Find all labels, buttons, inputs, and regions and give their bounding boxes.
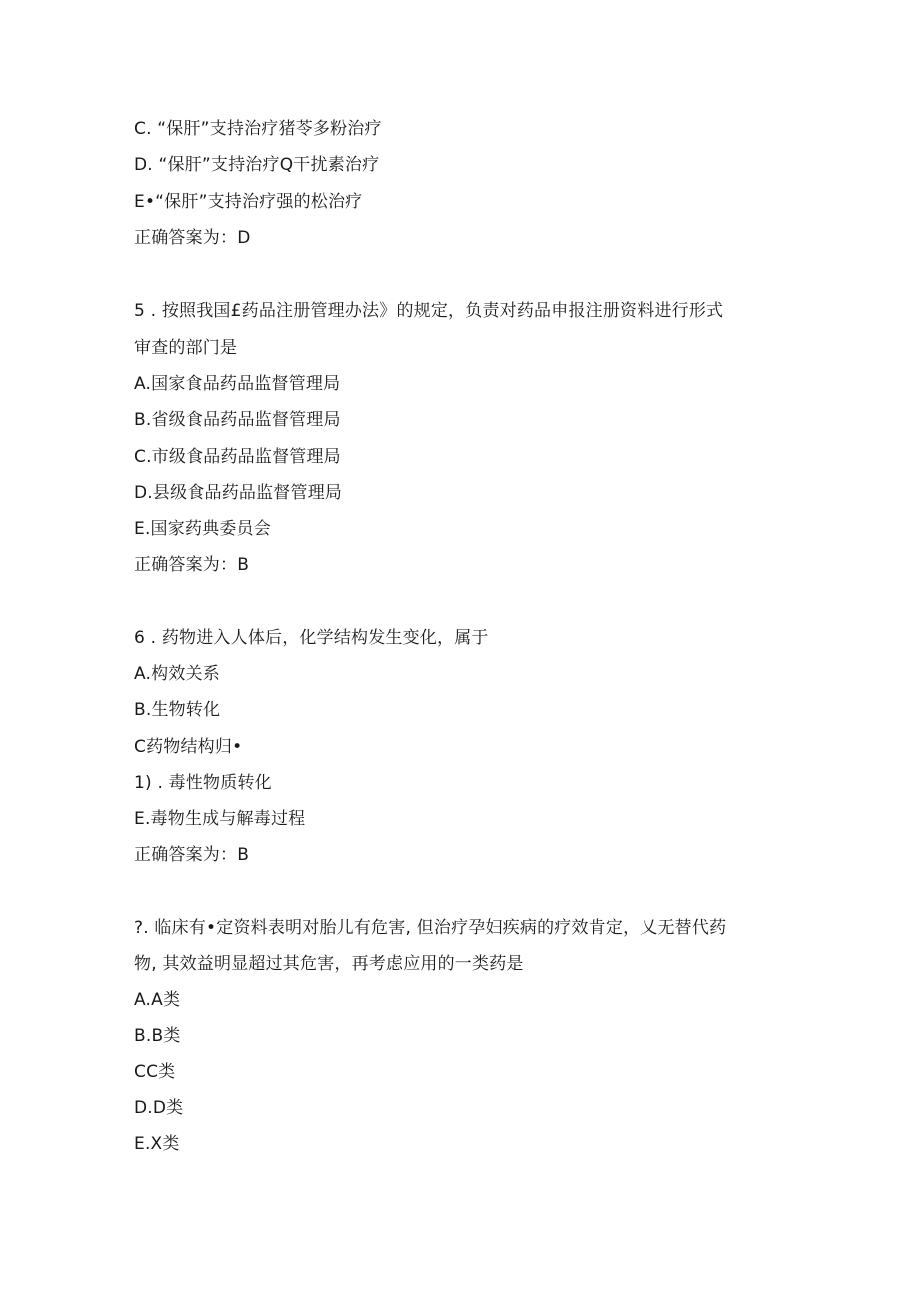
option-e-q4: E•“保肝”支持治疗强的松治疗 <box>134 192 363 212</box>
answer-q4: 正确答案为：D <box>134 228 251 248</box>
option-a-q6: A.构效关系 <box>134 664 220 684</box>
question-7-line-1: ?. 临床有•定资料表明对胎儿有危害, 但治疗孕妇疾病的疗效肯定，乂无替代药 <box>134 918 727 938</box>
option-d-q5: D.县级食品药品监督管理局 <box>134 483 343 503</box>
option-e-q6: E.毒物生成与解毒过程 <box>134 809 306 829</box>
option-d-q7: D.D类 <box>134 1098 184 1118</box>
answer-q6: 正确答案为：B <box>134 845 250 865</box>
question-6: 6 . 药物进入人体后，化学结构发生变化，属于 <box>134 628 489 648</box>
answer-q5: 正确答案为：B <box>134 555 250 575</box>
option-c-q6: C药物结构归• <box>134 737 243 757</box>
option-c-q4: C. “保肝”支持治疗猪苓多粉治疗 <box>134 119 382 139</box>
option-d-q6: 1) . 毒性物质转化 <box>134 773 272 793</box>
question-7-line-2: 物, 其效益明显超过其危害，再考虑应用的一类药是 <box>134 954 524 974</box>
option-a-q7: A.A类 <box>134 990 181 1010</box>
option-e-q7: E.X类 <box>134 1134 180 1154</box>
question-5-line-2: 审查的部门是 <box>134 338 238 358</box>
option-e-q5: E.国家药典委员会 <box>134 519 271 539</box>
option-d-q4: D. “保肝”支持治疗Q干扰素治疗 <box>134 155 380 175</box>
option-b-q6: B.生物转化 <box>134 700 221 720</box>
option-b-q7: B.B类 <box>134 1026 181 1046</box>
option-c-q7: CC类 <box>134 1062 176 1082</box>
option-c-q5: C.市级食品药品监督管理局 <box>134 447 341 467</box>
question-5-line-1: 5 . 按照我国£药品注册管理办法》的规定，负责对药品申报注册资料进行形式 <box>134 301 724 321</box>
option-a-q5: A.国家食品药品监督管理局 <box>134 374 341 394</box>
option-b-q5: B.省级食品药品监督管理局 <box>134 410 341 430</box>
